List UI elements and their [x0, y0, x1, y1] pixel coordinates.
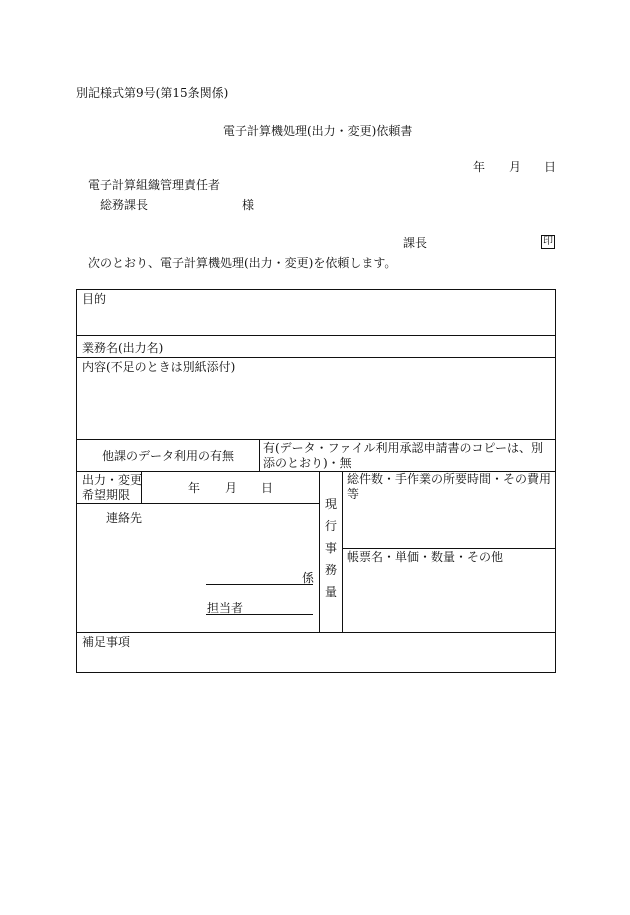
divider — [259, 439, 260, 471]
date-month: 月 — [509, 160, 522, 174]
person-underline — [206, 614, 313, 615]
deadline-month: 月 — [225, 481, 238, 495]
deadline-label-line2: 希望期限 — [82, 488, 131, 502]
staff-suffix: 係 — [302, 571, 315, 585]
workload-bottom-label: 帳票名・単価・数量・その他 — [347, 550, 504, 564]
content-label: 内容(不足のときは別紙添付) — [82, 360, 236, 374]
addressee-honorific: 様 — [242, 198, 255, 212]
divider — [76, 335, 556, 336]
form-number: 別記様式第9号(第15条関係) — [76, 86, 229, 100]
vertical-char: 量 — [324, 585, 337, 599]
task-name-label: 業務名(出力名) — [82, 341, 164, 355]
deadline-label-line1: 出力・変更 — [82, 473, 143, 487]
intro-text: 次のとおり、電子計算機処理(出力・変更)を依頼します。 — [88, 256, 397, 270]
divider — [76, 503, 319, 504]
vertical-char: 現 — [324, 497, 337, 511]
divider — [319, 471, 320, 632]
workload-top-label: 総件数・手作業の所要時間・その費用等 — [347, 472, 552, 501]
requester-label: 課長 — [403, 236, 428, 250]
date-day: 日 — [544, 160, 557, 174]
date-year: 年 — [473, 160, 486, 174]
divider — [342, 548, 556, 549]
divider — [342, 471, 343, 632]
purpose-label: 目的 — [82, 292, 107, 306]
deadline-year: 年 — [188, 481, 201, 495]
addressee-title: 電子計算組織管理責任者 — [88, 178, 221, 192]
seal-mark: 印 — [543, 236, 553, 247]
divider — [76, 632, 556, 633]
contact-label: 連絡先 — [106, 511, 143, 525]
addressee-name: 総務課長 — [100, 198, 149, 212]
form-title: 電子計算機処理(出力・変更)依頼書 — [223, 124, 413, 138]
deadline-day: 日 — [261, 481, 274, 495]
vertical-char: 事 — [324, 541, 337, 555]
divider — [76, 439, 556, 440]
divider — [141, 471, 142, 503]
other-data-label: 他課のデータ利用の有無 — [102, 449, 235, 463]
vertical-char: 務 — [324, 563, 337, 577]
staff-underline — [206, 584, 313, 585]
vertical-char: 行 — [324, 519, 337, 533]
divider — [76, 357, 556, 358]
current-workload-label — [324, 497, 338, 607]
notes-label: 補足事項 — [82, 635, 131, 649]
other-data-value: 有(データ・ファイル利用承認申請書のコピーは、別添のとおり)・無 — [263, 441, 543, 470]
person-in-charge-label: 担当者 — [207, 601, 244, 615]
